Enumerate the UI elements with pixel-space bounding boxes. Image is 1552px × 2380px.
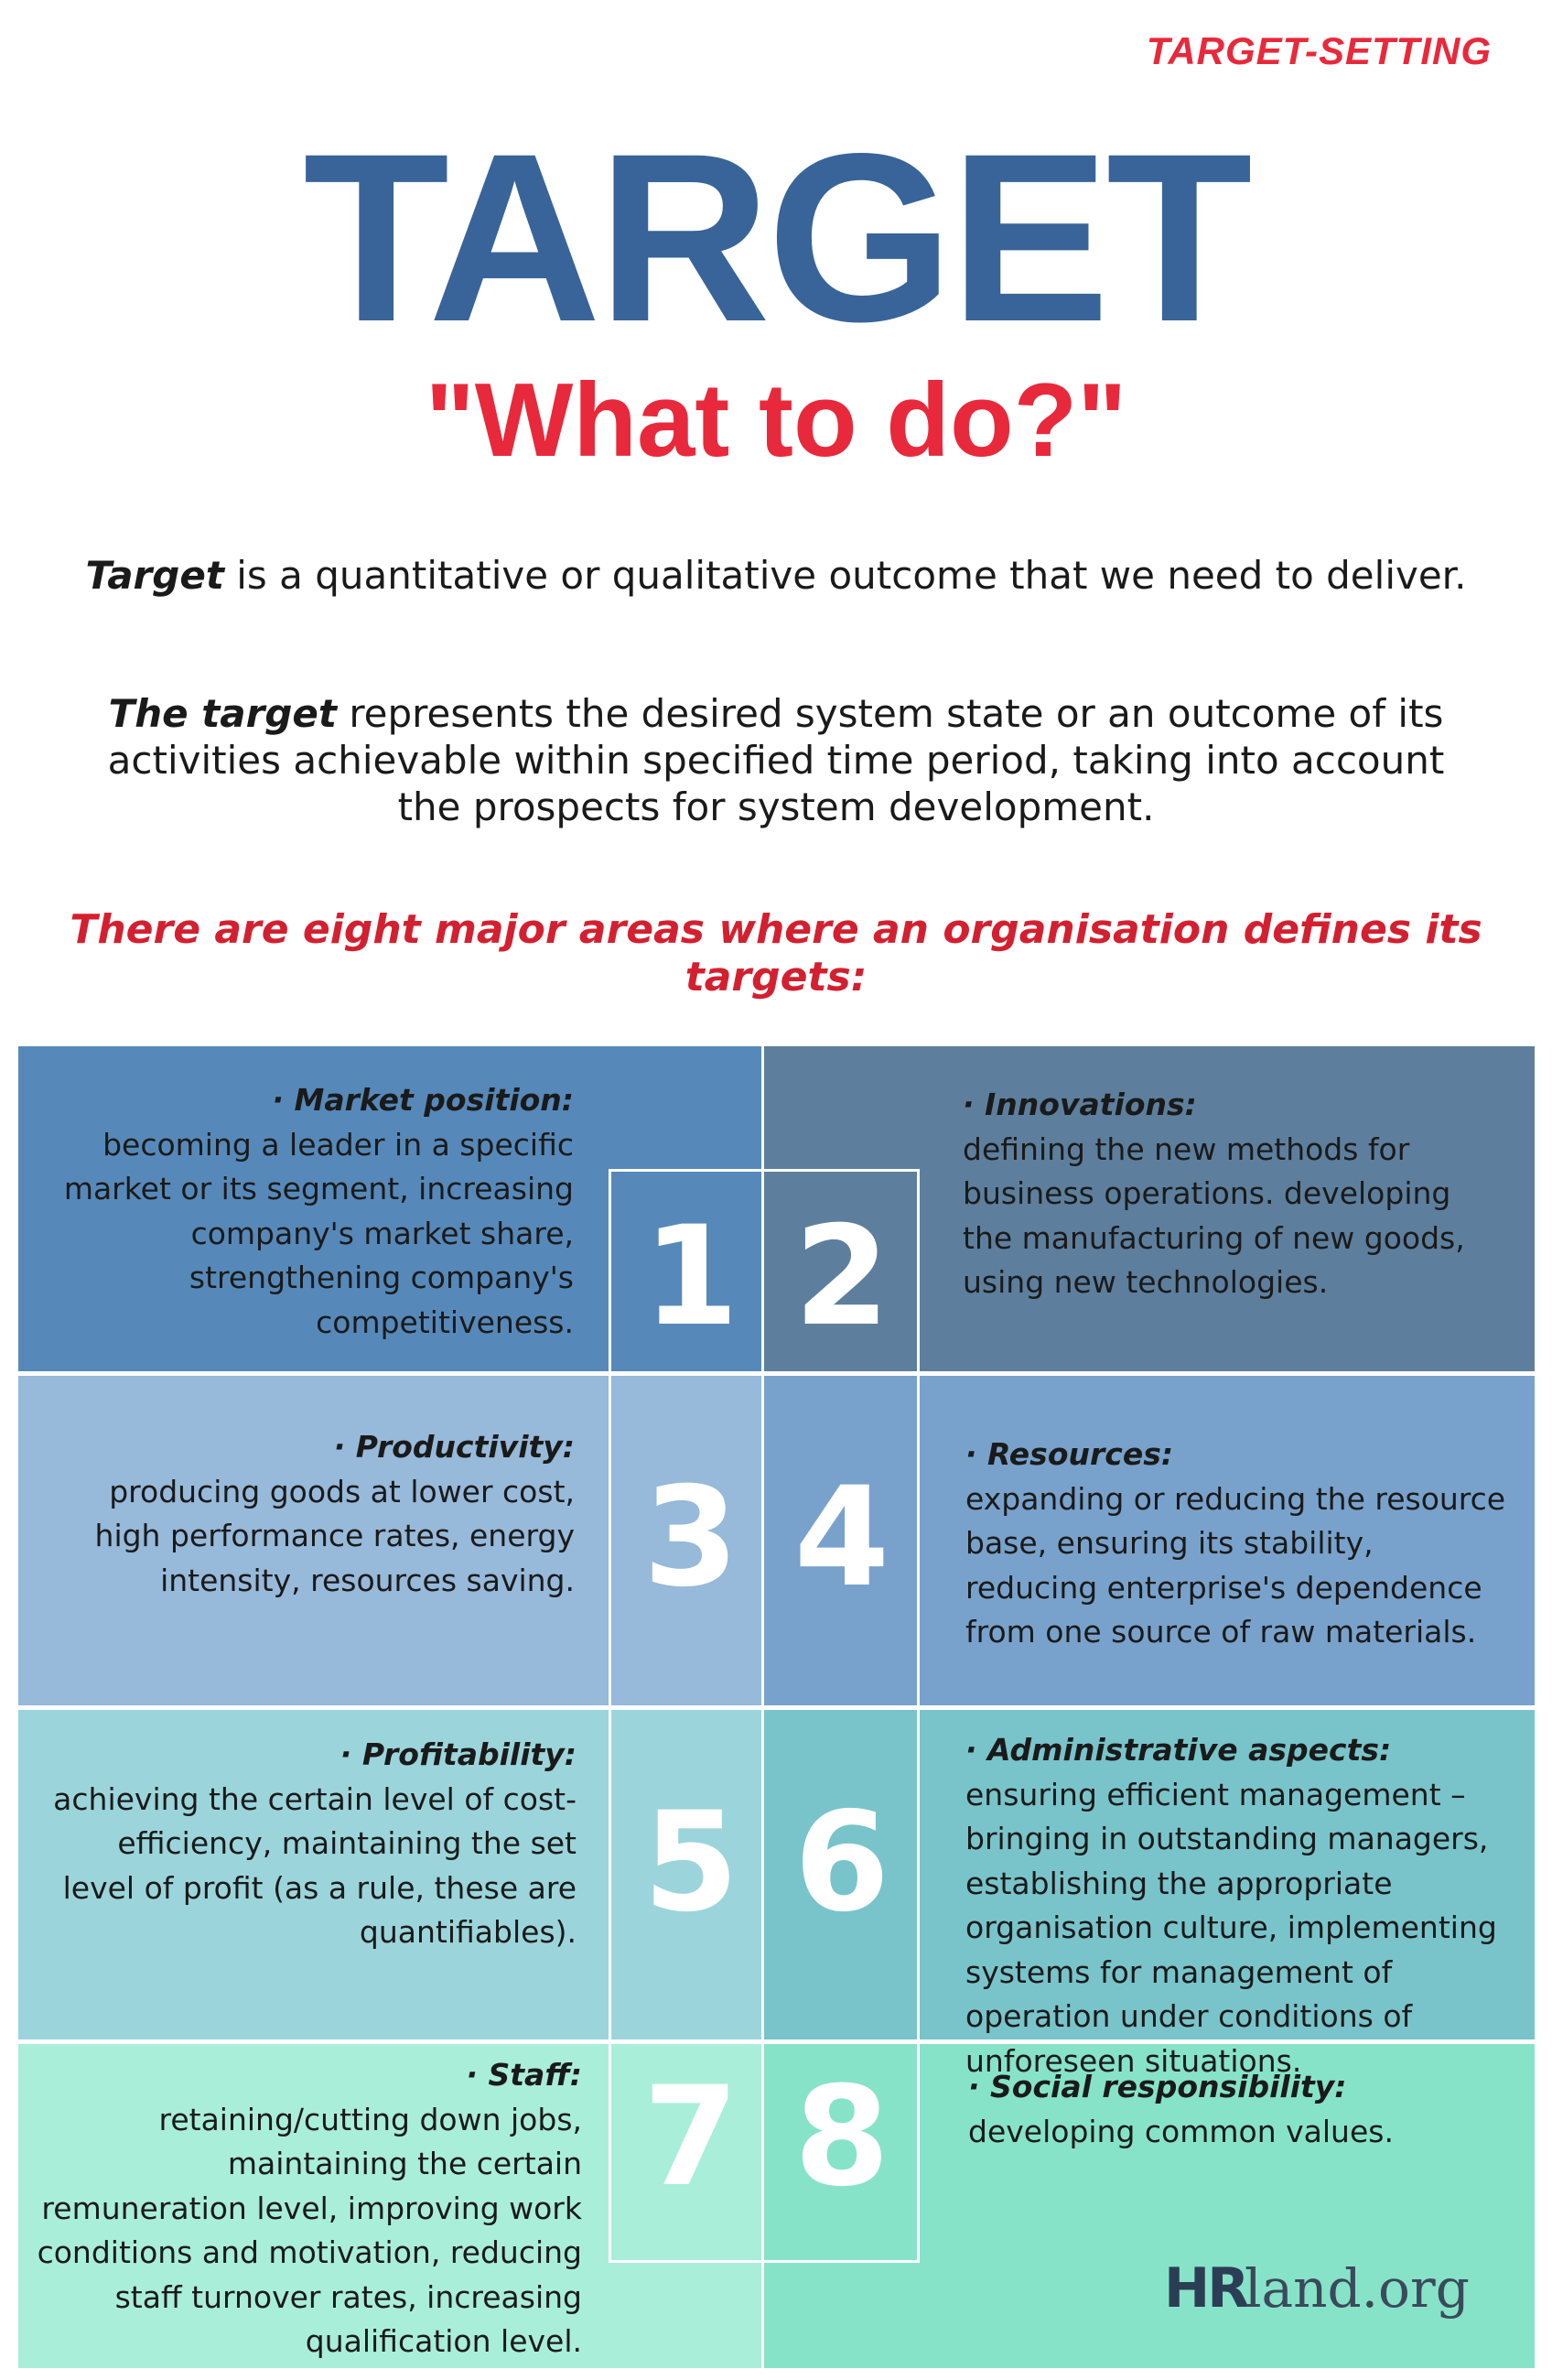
area-3-description [73, 1425, 575, 1603]
area-number-6: 6 [793, 1783, 890, 1942]
area-5-heading: · Profitability: [340, 1736, 577, 1772]
intro-term-1: Target [85, 553, 224, 598]
area-number-4: 4 [793, 1458, 890, 1617]
area-1-text: becoming a leader in a specific market or its segment, increasing company's market share, strengthening company's competitiveness. [63, 1126, 574, 1340]
area-6-heading: · Administrative aspects: [965, 1732, 1392, 1768]
area-5-text: achieving the certain level of cost-efficiency, maintaining the set level of profit (as a rule, these are quantifiables). [53, 1780, 577, 1950]
hrland-logo [1164, 2247, 1475, 2330]
area-2-description [963, 1083, 1475, 1305]
intro-text-2: represents the desired system state or an outcome of its activities achievable within specified time period, taking into account the prospects for system development. [107, 691, 1445, 829]
section-tag: TARGET-SETTING [1146, 29, 1492, 72]
area-8-heading: · Social responsibility: [968, 2069, 1347, 2104]
area-5-description [37, 1733, 577, 1955]
grid-line [609, 1169, 611, 2263]
area-1-description [41, 1078, 574, 1345]
area-4-description [965, 1433, 1514, 1655]
area-4-text: expanding or reducing the resource base, ensuring its stability, reducing enterprise's dependence from one source of raw materials. [965, 1480, 1506, 1650]
intro-text-1: is a quantitative or qualitative outcome that we need to deliver. [223, 553, 1467, 598]
area-number-7: 7 [642, 2058, 739, 2217]
intro-paragraph-2 [73, 690, 1479, 830]
area-7-heading: · Staff: [466, 2057, 582, 2093]
area-number-3: 3 [642, 1458, 739, 1617]
intro-term-2: The target [108, 691, 337, 736]
area-number-8: 8 [793, 2058, 890, 2217]
areas-heading: There are eight major areas where an organisation defines its targets: [70, 906, 1482, 1001]
area-8-text: developing common values. [968, 2113, 1394, 2149]
area-2-text: defining the new methods for business operations. developing the manufacturing of new goods, using new technologies. [963, 1130, 1465, 1300]
area-6-description [965, 1728, 1528, 2083]
logo-domain: land.org [1245, 2257, 1470, 2320]
area-number-5: 5 [642, 1783, 739, 1942]
area-8-description [968, 2065, 1499, 2154]
area-3-text: producing goods at lower cost, high performance rates, energy intensity, resources saving. [94, 1473, 575, 1598]
area-4-heading: · Resources: [965, 1436, 1174, 1472]
logo-hr-mark: HR [1164, 2256, 1247, 2320]
area-7-text: retaining/cutting down jobs, maintaining the certain remuneration level, improving work conditions and motivation, reducing staff turnover rates, increasing qualification level. [37, 2101, 582, 2359]
area-1-heading: · Market position: [272, 1082, 574, 1118]
page-subtitle: "What to do?" [425, 362, 1127, 479]
area-6-text: ensuring efficient management – bringing in outstanding managers, establishing the appropriate organisation culture, implementing systems for management of operation under conditions of unforeseen situations. [965, 1776, 1497, 2079]
area-7-description [37, 2053, 582, 2364]
area-number-1: 1 [642, 1197, 739, 1357]
grid-line [609, 1169, 920, 1172]
page-title: TARGET [303, 103, 1249, 372]
grid-line [917, 1169, 920, 2263]
grid-line [609, 2260, 920, 2263]
intro-paragraph-1 [73, 552, 1479, 599]
area-3-heading: · Productivity: [333, 1429, 575, 1465]
area-2-heading: · Innovations: [963, 1087, 1197, 1122]
area-number-2: 2 [793, 1197, 890, 1357]
